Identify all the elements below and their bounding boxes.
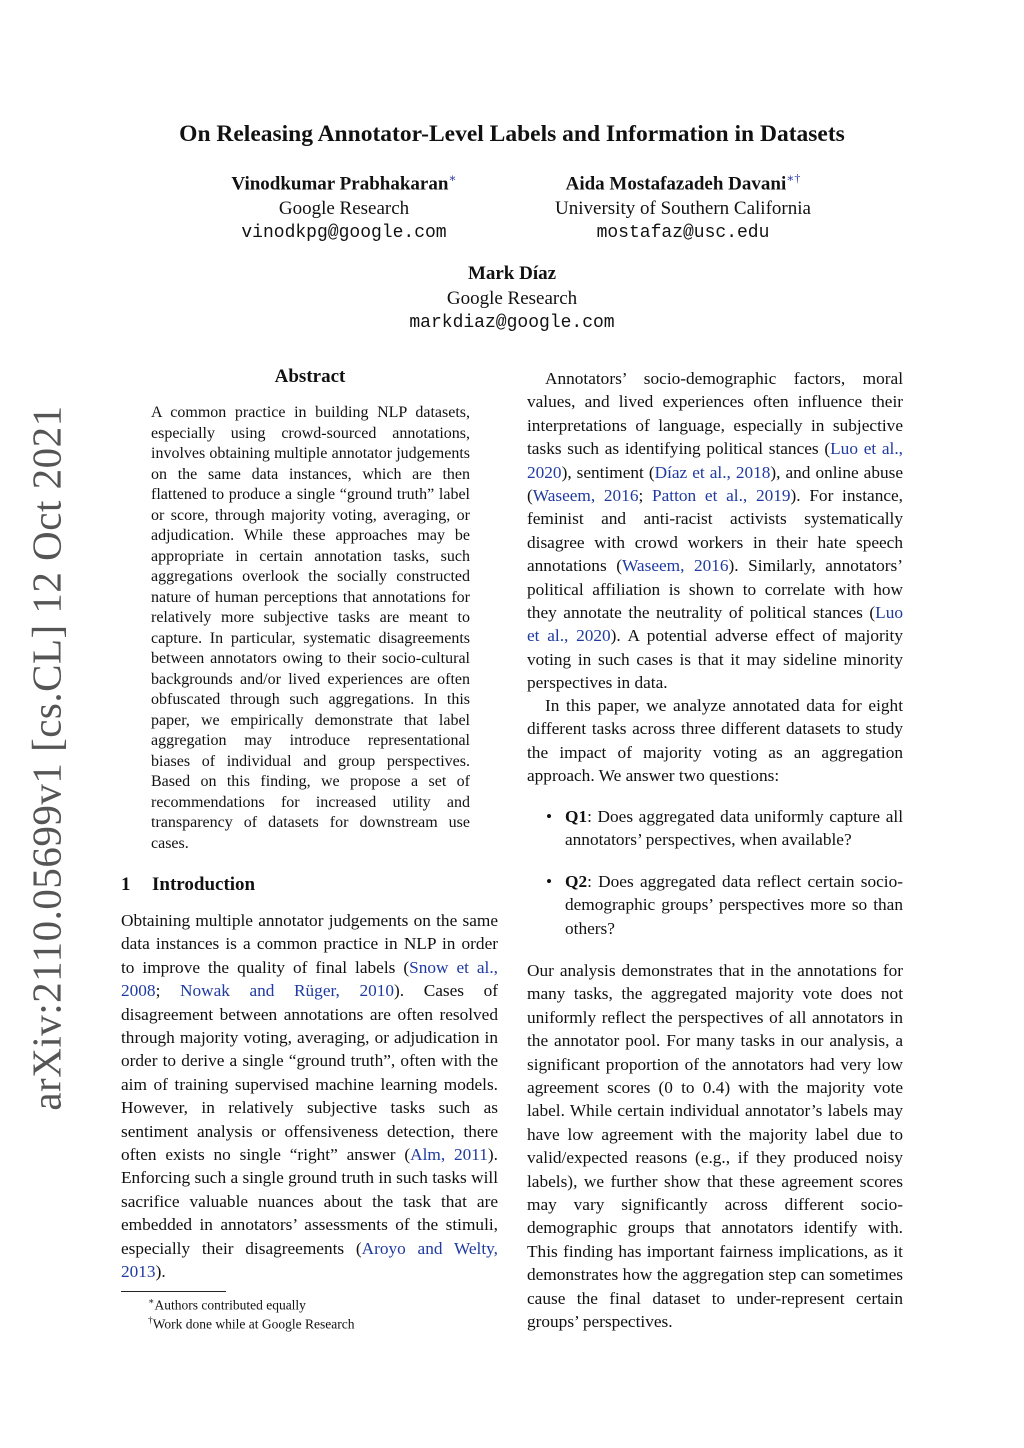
author-email: mostafaz@usc.edu (596, 223, 770, 244)
author-email: markdiaz@google.com (409, 313, 615, 333)
right-paragraph-1 (527, 367, 903, 695)
footnote-divider (121, 1291, 226, 1292)
citation-link[interactable]: Snow et al., 2008 (121, 957, 498, 1001)
author-affiliation: Google Research (446, 288, 578, 309)
text-run: ). Similarly, annotators’ political affiliation is shown to correlate with how they annotate the neutrality of political stances ( (527, 556, 904, 623)
question-text: : Does aggregated data reflect certain socio-demographic groups’ perspectives more so than others? (565, 871, 903, 938)
arxiv-sidebar-stamp (22, 404, 72, 1111)
text-run: ). For instance, feminist and anti-racist activists systematically disagree with crowd workers in their hate speech annotations ( (527, 486, 903, 576)
footnote-mark: ∗ (148, 1297, 155, 1307)
section-number: 1 (121, 874, 131, 895)
citation-link[interactable]: Aroyo and Welty, 2013 (121, 1238, 498, 1282)
abstract-heading: Abstract (274, 366, 346, 387)
citation-link[interactable]: Nowak and Rüger, 2010 (179, 981, 395, 1001)
author-affiliation: University of Southern California (555, 198, 811, 220)
author-name: Vinodkumar Prabhakaran (231, 173, 449, 195)
author-block (530, 166, 836, 246)
author-block (222, 166, 466, 246)
text-run: Annotators’ socio-demographic factors, moral values, and lived experiences often influence their interpretations of language, especially in subjective tasks such as identifying political stances ( (527, 369, 903, 459)
citation-link[interactable]: Waseem, 2016 (622, 556, 729, 576)
question-item (527, 870, 903, 940)
text-run: ). Cases of disagreement between annotations are often resolved through majority voting, averaging, or adjudication in order to derive a single “ground truth”, often with the aim of training supervised machine learning models. However, in relatively subjective tasks such as sentiment analysis or offensiveness detection, there often exists no single “right” answer ( (121, 981, 499, 1165)
bullet-icon: • (546, 807, 553, 826)
paper-title: On Releasing Annotator-Level Labels and Information in Datasets (179, 121, 845, 147)
text-run: ), and online abuse ( (527, 462, 903, 506)
citation-link[interactable]: Díaz et al., 2018 (654, 462, 771, 482)
citation-link[interactable]: Waseem, 2016 (532, 486, 639, 506)
author-email: vinodkpg@google.com (241, 223, 447, 244)
citation-link[interactable]: Alm, 2011 (410, 1145, 488, 1165)
author-name: Aida Mostafazadeh Davani (565, 173, 787, 195)
author-block (362, 261, 662, 336)
right-paragraph-3 (527, 959, 903, 1334)
footnote-text: Authors contributed equally (154, 1297, 306, 1313)
question-label: Q1 (565, 807, 588, 826)
citation-link[interactable]: Patton et al., 2019 (652, 486, 791, 506)
author-name: Mark Díaz (467, 263, 557, 284)
text-run: ). A potential adverse effect of majority voting in such cases is that it may sideline minority perspectives in data. (527, 626, 903, 693)
text-run: Obtaining multiple annotator judgements on the same data instances is a common practice in NLP in order to improve the quality of final labels ( (121, 911, 498, 977)
paragraph-text: In this paper, we analyze annotated data for eight different tasks across three different datasets to study the impact of majority voting as an aggregation approach. We answer two questions: (527, 696, 903, 786)
question-label: Q2 (565, 871, 588, 891)
right-paragraph-2 (527, 694, 903, 788)
text-run: ). (155, 1262, 166, 1282)
text-run: ). Enforcing such a single ground truth in such tasks will sacrifice valuable nuances about the task that are embedded in annotators’ assessments of the stimuli, especially their disagreements ( (121, 1145, 498, 1258)
question-item (527, 805, 903, 852)
author-affiliation: Google Research (278, 198, 410, 220)
text-run: ; (155, 981, 180, 1001)
question-list (527, 805, 903, 958)
text-run: ; (638, 486, 653, 506)
intro-paragraph (121, 909, 498, 1284)
section-title: Introduction (152, 874, 256, 895)
abstract-text: A common practice in building NLP datasets, especially using crowd-sourced annotations, involves obtaining multiple annotator judgements on the same data instances, which are then flattened to produce a single “ground truth” label or score, through majority voting, averaging, or adjudication. While these approaches may be appropriate in certain annotation tasks, such aggregations overlook the socially constructed nature of human perceptions that annotations for relatively more subjective tasks are meant to capture. In particular, systematic disagreements between annotators owing to their socio-cultural backgrounds and/or lived experiences are often obfuscated through such aggregations. In this paper, we empirically demonstrate that label aggregation may introduce representational biases of individual and group perspectives. Based on this finding, we propose a set of recommendations for increased utility and transparency of datasets for downstream use cases. (151, 404, 470, 852)
question-text: : Does aggregated data uniformly capture all annotators’ perspectives, when available? (565, 807, 903, 850)
author-mark: ∗ (448, 171, 457, 185)
arxiv-id: arXiv:2110.05699v1 [cs.CL] 12 Oct 2021 (24, 404, 70, 1111)
bullet-icon: • (546, 871, 553, 891)
citation-link[interactable]: Luo et al., 2020 (527, 603, 903, 646)
text-run: ), sentiment ( (561, 462, 655, 482)
footnote-text: Work done while at Google Research (152, 1316, 355, 1332)
citation-link[interactable]: Luo et al., 2020 (527, 439, 903, 482)
footnote (148, 1312, 354, 1334)
footnote-mark: † (148, 1316, 153, 1326)
section-heading (121, 874, 255, 896)
author-mark: ∗† (786, 171, 801, 185)
paragraph-text: Our analysis demonstrates that in the annotations for many tasks, the aggregated majority vote does not uniformly reflect the perspectives of all annotators in the annotator pool. For many tasks in our analysis, a significant proportion of the annotators had very low agreement scores (0 to 0.4) with the majority vote label. While certain individual annotator’s labels may have low agreement with the majority label due to valid/expected reasons (e.g., if they produced noisy labels), we further show that these agreement scores may vary significantly across different socio-demographic groups that annotators identify with. This finding has important fairness implications, as it demonstrates how the aggregation step can sometimes cause the final dataset to under-represent certain groups’ perspectives. (527, 961, 903, 1332)
